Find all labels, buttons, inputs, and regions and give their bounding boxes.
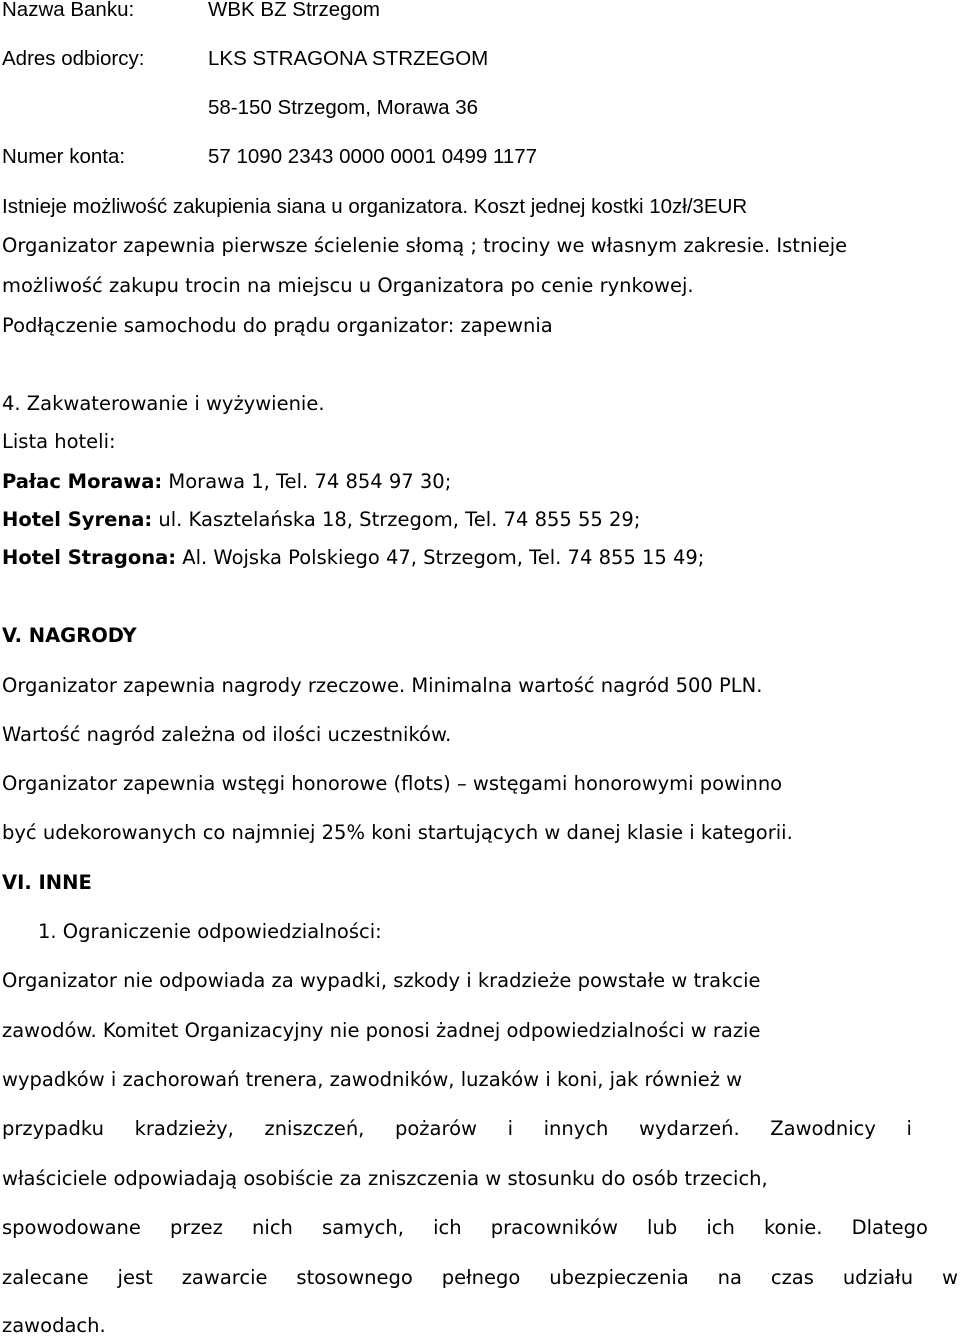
word: wydarzeń. <box>639 1117 740 1140</box>
hotel-name: Hotel Stragona: <box>2 546 177 569</box>
hotel-entry <box>2 470 451 494</box>
liability-text-line8: zawodach. <box>2 1314 106 1337</box>
hotel-details: ul. Kasztelańska 18, Strzegom, Tel. 74 855 55 29; <box>152 508 641 531</box>
hotel-details: Morawa 1, Tel. 74 854 97 30; <box>162 470 452 493</box>
bank-name-label: Nazwa Banku: <box>2 0 135 21</box>
bank-name-row <box>2 0 380 22</box>
liability-text-line3: wypadków i zachorowań trenera, zawodników, luzaków i koni, jak również w <box>2 1068 743 1091</box>
bedding-text-line2: możliwość zakupu trocin na miejscu u Organizatora po cenie rynkowej. <box>2 274 694 297</box>
liability-subheading: 1. Ograniczenie odpowiedzialności: <box>38 920 382 943</box>
word: innych <box>543 1117 609 1140</box>
word: jest <box>117 1266 153 1289</box>
account-number-row <box>2 145 537 169</box>
accommodation-heading: 4. Zakwaterowanie i wyżywienie. <box>2 392 325 415</box>
liability-text-line6 <box>2 1216 928 1240</box>
recipient-address-line1: LKS STRAGONA STRZEGOM <box>208 47 489 70</box>
word: na <box>717 1266 742 1289</box>
word: w <box>941 1266 958 1289</box>
word: przypadku <box>2 1117 104 1140</box>
word: Dlatego <box>851 1216 928 1239</box>
word: kradzieży, <box>134 1117 234 1140</box>
word: spowodowane <box>2 1216 141 1239</box>
recipient-address-label: Adres odbiorcy: <box>2 47 145 70</box>
word: pracowników <box>490 1216 618 1239</box>
recipient-address-row-2 <box>2 96 478 120</box>
prizes-text-line1: Organizator zapewnia nagrody rzeczowe. Minimalna wartość nagród 500 PLN. <box>2 674 763 697</box>
liability-text-line4 <box>2 1117 912 1141</box>
word: zalecane <box>2 1266 89 1289</box>
word: pełnego <box>441 1266 521 1289</box>
word: stosownego <box>296 1266 413 1289</box>
hotel-name: Hotel Syrena: <box>2 508 153 531</box>
word: ich <box>433 1216 462 1239</box>
word: konie. <box>763 1216 823 1239</box>
word: pożarów <box>395 1117 477 1140</box>
hotel-entry <box>2 508 640 532</box>
prizes-heading: V. NAGRODY <box>2 624 137 647</box>
hay-purchase-text: Istnieje możliwość zakupienia siana u organizatora. Koszt jednej kostki 10zł/3EUR <box>2 195 748 218</box>
other-heading: VI. INNE <box>2 871 92 894</box>
word: Zawodnicy <box>770 1117 876 1140</box>
hotel-name: Pałac Morawa: <box>2 470 163 493</box>
account-number-label: Numer konta: <box>2 145 126 168</box>
word: i <box>906 1117 912 1140</box>
liability-text-line5: właściciele odpowiadają osobiście za zniszczenia w stosunku do osób trzecich, <box>2 1167 768 1190</box>
prizes-text-line2: Wartość nagród zależna od ilości uczestników. <box>2 723 452 746</box>
recipient-address-line2: 58-150 Strzegom, Morawa 36 <box>208 96 479 119</box>
word: ich <box>706 1216 735 1239</box>
liability-text-line1: Organizator nie odpowiada za wypadki, szkody i kradzieże powstałe w trakcie <box>2 969 761 992</box>
recipient-address-row <box>2 47 488 71</box>
word: i <box>507 1117 514 1140</box>
word: lub <box>647 1216 678 1239</box>
power-connection-text: Podłączenie samochodu do prądu organizator: zapewnia <box>2 314 553 337</box>
hotels-list-label: Lista hoteli: <box>2 430 116 453</box>
word: zawarcie <box>181 1266 268 1289</box>
liability-text-line2: zawodów. Komitet Organizacyjny nie ponosi żadnej odpowiedzialności w razie <box>2 1019 761 1042</box>
bedding-text-line1: Organizator zapewnia pierwsze ścielenie słomą ; trociny we własnym zakresie. Istnieje <box>2 234 848 257</box>
word: samych, <box>322 1216 404 1239</box>
liability-text-line7 <box>2 1266 958 1290</box>
word: ubezpieczenia <box>549 1266 689 1289</box>
word: czas <box>770 1266 814 1289</box>
word: zniszczeń, <box>264 1117 365 1140</box>
hotel-details: Al. Wojska Polskiego 47, Strzegom, Tel. 74 855 15 49; <box>176 546 705 569</box>
word: nich <box>252 1216 293 1239</box>
prizes-text-line4: być udekorowanych co najmniej 25% koni startujących w danej klasie i kategorii. <box>2 821 793 844</box>
hotel-entry <box>2 546 704 570</box>
bank-name-value: WBK BZ Strzegom <box>208 0 381 21</box>
word: przez <box>170 1216 223 1239</box>
account-number-value: 57 1090 2343 0000 0001 0499 1177 <box>208 145 538 168</box>
word: udziału <box>842 1266 914 1289</box>
prizes-text-line3: Organizator zapewnia wstęgi honorowe (flots) – wstęgami honorowymi powinno <box>2 772 783 795</box>
